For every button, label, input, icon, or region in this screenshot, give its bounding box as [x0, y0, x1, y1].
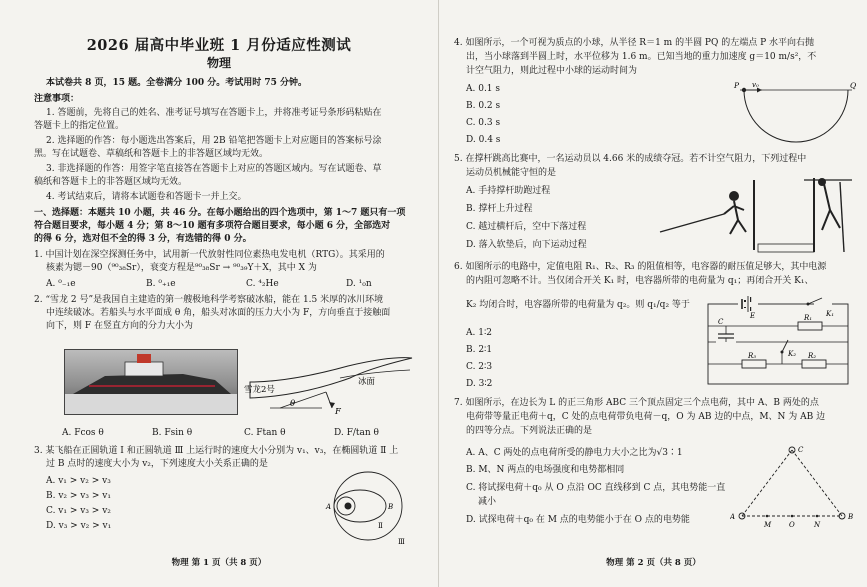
q6-option-c: C. 2∶3 [466, 362, 493, 372]
ship-force-diagram [240, 352, 420, 420]
right-page [440, 0, 867, 587]
exam-title: 2026 届高中毕业班 1 月份适应性测试 [86, 37, 352, 54]
q7-option-d: D. 试探电荷＋q₀ 在 M 点的电势能小于在 O 点的电势能 [466, 515, 690, 525]
triangle-o: O [789, 521, 795, 529]
semicircle-diagram [732, 78, 862, 150]
q7-option-a: A. A、C 两处的点电荷所受的静电力大小之比为√3∶1 [466, 448, 683, 458]
q3-option-b: B. v₂ > v₃ > v₁ [46, 491, 111, 501]
q2-stem: 中连续破冰。若船头与水平面成 θ 角，船头对冰面的压力大小为 F，方向垂直于接触面 [46, 308, 391, 318]
circuit-c: C [718, 318, 724, 326]
q4-stem: 计空气阻力，则此过程中小球的运动时间为 [466, 66, 638, 76]
q1-option-a: A. ⁰₋₁e [46, 279, 76, 289]
section-heading: 的得 6 分，选对但不全的得 3 分，有选错的得 0 分。 [34, 234, 252, 244]
force-label: F [335, 407, 341, 417]
note-line: 3. 非选择题的作答：用签字笔直接答在答题卡上对应的答题区域内。写在试题卷、草 [46, 164, 382, 174]
q3-option-a: A. v₁ > v₂ > v₃ [46, 476, 111, 486]
q2-option-b: B. Fsin θ [152, 428, 193, 438]
q1-stem: 核素为锶－90（⁹⁰₃₈Sr），衰变方程是⁹⁰₃₈Sr → ⁹⁰₃₉Y＋X，其中 X 为 [46, 263, 317, 273]
q4-option-c: C. 0.3 s [466, 118, 501, 128]
q7-option-c-cont: 减小 [478, 497, 497, 507]
q3-stem: 过 B 点时的速度大小为 v₂，下列速度大小关系正确的是 [46, 459, 268, 469]
semicircle-v0: v₀ [752, 81, 759, 89]
q5-option-a: A. 手持撑杆助跑过程 [466, 186, 551, 196]
q7-option-c: C. 将试探电荷＋q₀ 从 O 点沿 OC 直线移到 C 点，其电势能一直 [466, 483, 726, 493]
orbit-point-a: A [326, 503, 332, 511]
q6-stem: 6. 如图所示的电路中，定值电阻 R₁、R₂、R₃ 的阻值相等，电容器的耐压值足够大，其中电源 [454, 262, 827, 272]
q6-stem: K₂ 均闭合时，电容器所带的电荷量为 q₂。则 q₁/q₂ 等于 [466, 300, 690, 310]
semicircle-q: Q [850, 81, 857, 90]
triangle-charge-diagram [730, 440, 860, 532]
page-divider [438, 0, 439, 587]
q4-stem: 4. 如图所示，一个可视为质点的小球，从半径 R＝1 m 的半圆 PQ 的左端点 P 水平向右抛 [454, 38, 815, 48]
orbit-point-b: B [388, 503, 394, 511]
section-heading: 一、选择题：本题共 10 小题，共 46 分。在每小题给出的四个选项中，第 1～7 题只有一项 [34, 208, 406, 218]
q7-stem: 7. 如图所示，在边长为 L 的正三角形 ABC 三个顶点固定三个点电荷，其中 A、B 两处的点 [454, 398, 819, 408]
note-line: 稿纸和答题卡上的非答题区域均无效。 [34, 177, 188, 187]
exam-subject: 物理 [206, 56, 231, 70]
circuit-r1: R₁ [804, 314, 813, 322]
circuit-k2: K₂ [788, 350, 797, 358]
note-line: 2. 选择题的作答：每小题选出答案后，用 2B 铅笔把答题卡上对应题目的答案标号涂 [46, 136, 382, 146]
q7-stem: 的四等分点。下列说法正确的是 [466, 426, 593, 436]
q3-option-d: D. v₃ > v₂ > v₁ [46, 521, 112, 531]
ice-label: 冰面 [358, 377, 376, 387]
note-line: 4. 考试结束后，请将本试题卷和答题卡一并上交。 [46, 192, 247, 202]
orbit-ii-label: Ⅱ [378, 522, 383, 530]
q1-option-c: C. ⁴₂He [246, 279, 279, 289]
q1-option-d: D. ¹₀n [346, 279, 372, 289]
note-line: 答题卡上的指定位置。 [34, 121, 125, 131]
q4-stem: 出，当小球落到半圆上时，水平位移为 1.6 m。已知当地的重力加速度 g＝10 m/s²，不 [466, 52, 817, 62]
q5-option-b: B. 撑杆上升过程 [466, 204, 533, 214]
q4-option-d: D. 0.4 s [466, 135, 501, 145]
q2-stem: 2. “雪龙 2 号”是我国自主建造的第一艘极地科学考察破冰船，能在 1.5 米厚的冰川环境 [34, 295, 384, 305]
q1-option-b: B. ⁰₊₁e [146, 279, 176, 289]
q4-option-b: B. 0.2 s [466, 101, 501, 111]
icebreaker-photo [64, 349, 238, 415]
q6-option-d: D. 3∶2 [466, 379, 493, 389]
note-line: 黑。写在试题卷、草稿纸和答题卡上的非答题区域均无效。 [34, 149, 269, 159]
circuit-k1: K₁ [826, 310, 835, 318]
q3-option-c: C. v₁ > v₃ > v₂ [46, 506, 111, 516]
triangle-c: C [798, 446, 804, 454]
circuit-r2: R₂ [808, 352, 817, 360]
icebreaker-ship-icon [65, 350, 237, 414]
left-footer: 物理 第 1 页（共 8 页） [171, 558, 267, 568]
q5-stem: 运动员机械能守恒的是 [466, 168, 557, 178]
q6-stem: 的内阻可忽略不计。当仅闭合开关 K₁ 时，电容器所带的电荷量为 q₁；再闭合开关 K₁、 [466, 276, 814, 286]
q5-option-c: C. 越过横杆后，空中下落过程 [466, 222, 587, 232]
q2-stem: 向下，则 F 在竖直方向的分力大小为 [46, 321, 193, 331]
exam-intro: 本试卷共 8 页，15 题。全卷满分 100 分。考试用时 75 分钟。 [46, 78, 308, 88]
circuit-r3: R₃ [748, 352, 757, 360]
q7-stem: 电荷带等量正电荷＋q，C 处的点电荷带负电荷－q，O 为 AB 边的中点，M、N 为 AB 边 [466, 412, 826, 422]
triangle-a: A [730, 513, 736, 521]
circuit-e: E [750, 312, 756, 320]
semicircle-p: P [734, 81, 740, 90]
notes-heading: 注意事项： [34, 94, 80, 104]
ship-label: 雪龙2号 [244, 385, 275, 395]
q4-option-a: A. 0.1 s [466, 84, 501, 94]
triangle-n: N [814, 521, 821, 529]
q2-option-d: D. F/tan θ [334, 428, 379, 438]
angle-label: θ [290, 399, 296, 409]
orbit-diagram [318, 470, 418, 546]
circuit-diagram [698, 296, 862, 392]
q5-stem: 5. 在撑杆跳高比赛中，一名运动员以 4.66 米的成绩夺冠。若不计空气阻力，下列过程中 [454, 154, 807, 164]
triangle-b: B [848, 513, 854, 521]
orbit-iii-label: Ⅲ [398, 538, 405, 546]
q6-option-a: A. 1∶2 [466, 328, 493, 338]
right-footer: 物理 第 2 页（共 8 页） [606, 558, 701, 568]
triangle-m: M [764, 521, 772, 529]
q2-option-c: C. Ftan θ [244, 428, 286, 438]
section-heading: 符合题目要求，每小题 4 分；第 8～10 题有多项符合题目要求，每小题 6 分，全部选对 [34, 221, 391, 231]
q2-option-a: A. Fcos θ [62, 428, 104, 438]
q3-stem: 3. 某飞船在正圆轨道 Ⅰ 和正圆轨道 Ⅲ 上运行时的速度大小分别为 v₁、v₃，在椭圆轨道 Ⅱ 上 [34, 446, 399, 456]
pole-vault-figure [654, 170, 859, 256]
q6-option-b: B. 2∶1 [466, 345, 493, 355]
note-line: 1. 答题前，先将自己的姓名、准考证号填写在答题卡上，并将准考证号条形码粘贴在 [46, 108, 382, 118]
q5-option-d: D. 落入软垫后，向下运动过程 [466, 240, 587, 250]
q1-stem: 1. 中国计划在深空探测任务中，试用新一代放射性同位素热电发电机（RTG）。其采用的 [34, 250, 385, 260]
q7-option-b: B. M、N 两点的电场强度和电势都相同 [466, 465, 625, 475]
